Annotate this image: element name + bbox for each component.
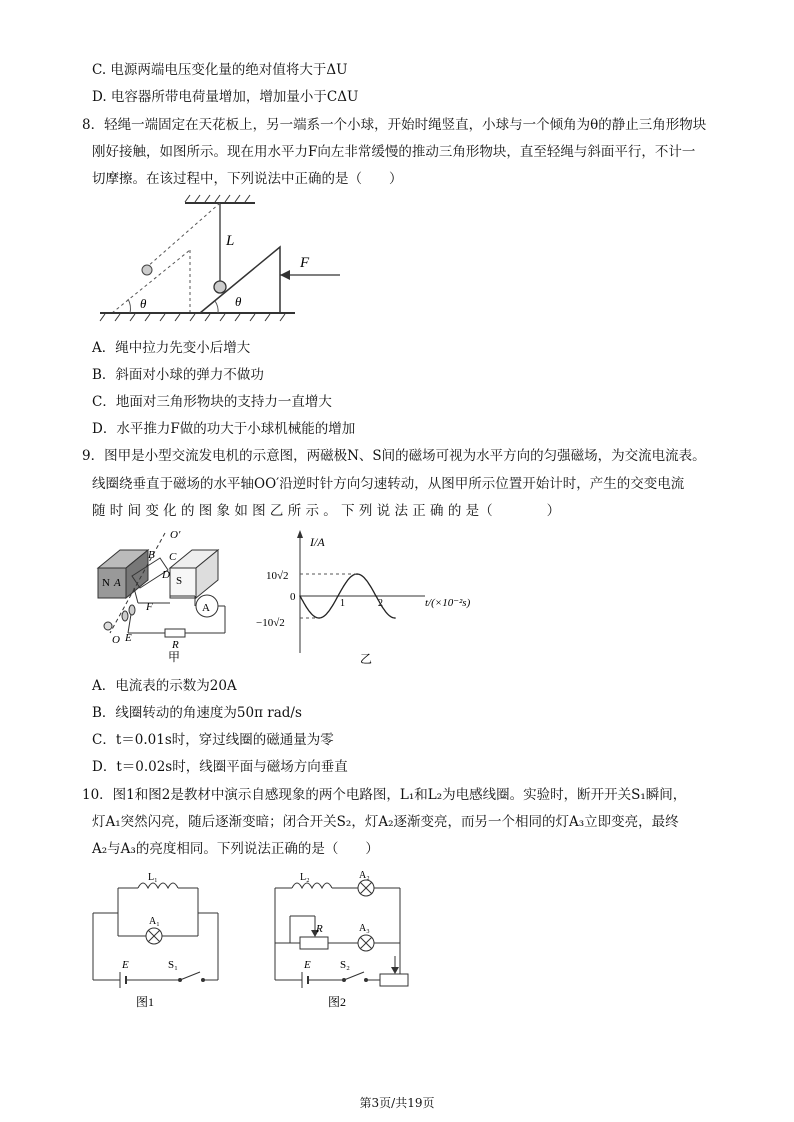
- q9-caption-yi: 乙: [360, 652, 373, 666]
- q8-option-a: A．绳中拉力先变小后增大: [92, 340, 251, 356]
- q10-fig2-L: L₂: [300, 872, 310, 883]
- q9-meter-label: A: [202, 602, 210, 614]
- q10-fig2-E: E: [304, 959, 311, 971]
- q10-stem-line3: A₂与A₃的亮度相同。下列说法正确的是（ ）: [92, 841, 379, 857]
- q9-xtick-1: 1: [340, 598, 345, 609]
- q9-label-O-prime: O′: [170, 529, 181, 541]
- q8-option-c: C．地面对三角形物块的支持力一直增大: [92, 394, 332, 410]
- curve-point: [299, 595, 301, 597]
- q9-caption-jia: 甲: [168, 650, 181, 664]
- q9-ytick-bottom: −10√2: [256, 617, 285, 629]
- q10-fig2-caption: 图2: [328, 995, 347, 1009]
- q9-label-D: D: [162, 569, 170, 581]
- q8-stem-line2: 刚好接触，如图所示。现在用水平力F向左非常缓慢的推动三角形物块，直至轻绳与斜面平行，不计一: [92, 144, 696, 160]
- q9-stem-line2: 线圈绕垂直于磁场的水平轴OO′沿逆时针方向匀速转动，从图甲所示位置开始计时，产生的交变电流: [92, 476, 685, 492]
- q9-ylabel: I/A: [310, 535, 325, 549]
- q10-fig2-A3: A₃: [359, 923, 370, 934]
- curve-point: [356, 573, 358, 575]
- curve-point: [318, 617, 320, 619]
- q9-ytick-top: 10√2: [266, 570, 289, 582]
- option-d-prev: D. 电容器所带电荷量增加，增加量小于CΔU: [92, 89, 359, 105]
- q9-figure-jia: [90, 528, 245, 668]
- q10-fig1-caption: 图1: [136, 995, 155, 1009]
- q9-label-C: C: [169, 551, 177, 563]
- q8-option-b: B．斜面对小球的弹力不做功: [92, 367, 264, 383]
- q8-option-d: D．水平推力F做的功大于小球机械能的增加: [92, 421, 356, 437]
- q9-label-A: A: [114, 577, 121, 589]
- q10-stem-line1: 10．图1和图2是教材中演示自感现象的两个电路图，L₁和L₂为电感线圈。实验时，断开开关S₁瞬间，: [82, 787, 687, 803]
- q8-label-F: F: [300, 255, 310, 271]
- q9-option-a: A．电流表的示数为20A: [92, 678, 237, 694]
- q9-label-R: R: [172, 639, 179, 651]
- q8-label-theta1: θ: [140, 296, 147, 311]
- q9-ytick-zero: 0: [290, 591, 296, 603]
- q10-stem-line2: 灯A₁突然闪亮，随后逐渐变暗；闭合开关S₂，灯A₂逐渐变亮，而另一个相同的灯A₃立即变亮，最终: [92, 814, 679, 830]
- q9-figure-yi: [250, 528, 490, 668]
- q10-fig2-R: R: [316, 923, 323, 935]
- q10-figure-1: [88, 868, 238, 1018]
- q8-stem-line3: 切摩擦。在该过程中，下列说法中正确的是（ ）: [92, 171, 403, 187]
- q9-label-N: N: [102, 577, 110, 589]
- q9-label-B: B: [148, 549, 155, 561]
- q9-xtick-2: 2: [378, 598, 383, 609]
- q9-option-b: B．线圈转动的角速度为50π rad/s: [92, 705, 302, 721]
- q9-stem-line3: 随 时 间 变 化 的 图 象 如 图 乙 所 示 。 下 列 说 法 正 确 的 是（ ）: [92, 503, 561, 519]
- q10-fig2-A2: A₂: [359, 870, 370, 881]
- page-footer: 第3页/共19页: [359, 1096, 435, 1110]
- q10-fig2-S: S₂: [340, 959, 350, 971]
- curve-point: [337, 595, 339, 597]
- q9-option-c: C．t＝0.01s时，穿过线圈的磁通量为零: [92, 732, 334, 748]
- option-c-prev: C. 电源两端电压变化量的绝对值将大于ΔU: [92, 62, 348, 78]
- q10-fig1-L: L₁: [148, 872, 158, 883]
- q9-xlabel: t/(×10⁻²s): [425, 597, 471, 609]
- q10-fig1-E: E: [122, 959, 129, 971]
- q9-label-F: F: [146, 601, 153, 613]
- q10-fig1-S: S₁: [168, 959, 178, 971]
- q9-label-O: O: [112, 634, 120, 646]
- q8-label-theta2: θ: [235, 294, 242, 309]
- q8-figure: [90, 195, 310, 330]
- curve-point: [394, 617, 396, 619]
- q9-label-E: E: [125, 632, 132, 644]
- q9-option-d: D．t＝0.02s时，线圈平面与磁场方向垂直: [92, 759, 348, 775]
- curve-point: [375, 595, 377, 597]
- q8-stem-line1: 8．轻绳一端固定在天花板上，另一端系一个小球，开始时绳竖直，小球与一个倾角为θ的静止三角形物块: [82, 117, 707, 133]
- q9-label-S: S: [176, 575, 183, 587]
- q8-label-L: L: [226, 233, 235, 249]
- q10-figure-2: [270, 868, 420, 1018]
- q10-fig1-A: A₁: [149, 916, 160, 927]
- q9-stem-line1: 9．图甲是小型交流发电机的示意图，两磁极N、S间的磁场可视为水平方向的匀强磁场，为交流电流表。: [82, 448, 706, 464]
